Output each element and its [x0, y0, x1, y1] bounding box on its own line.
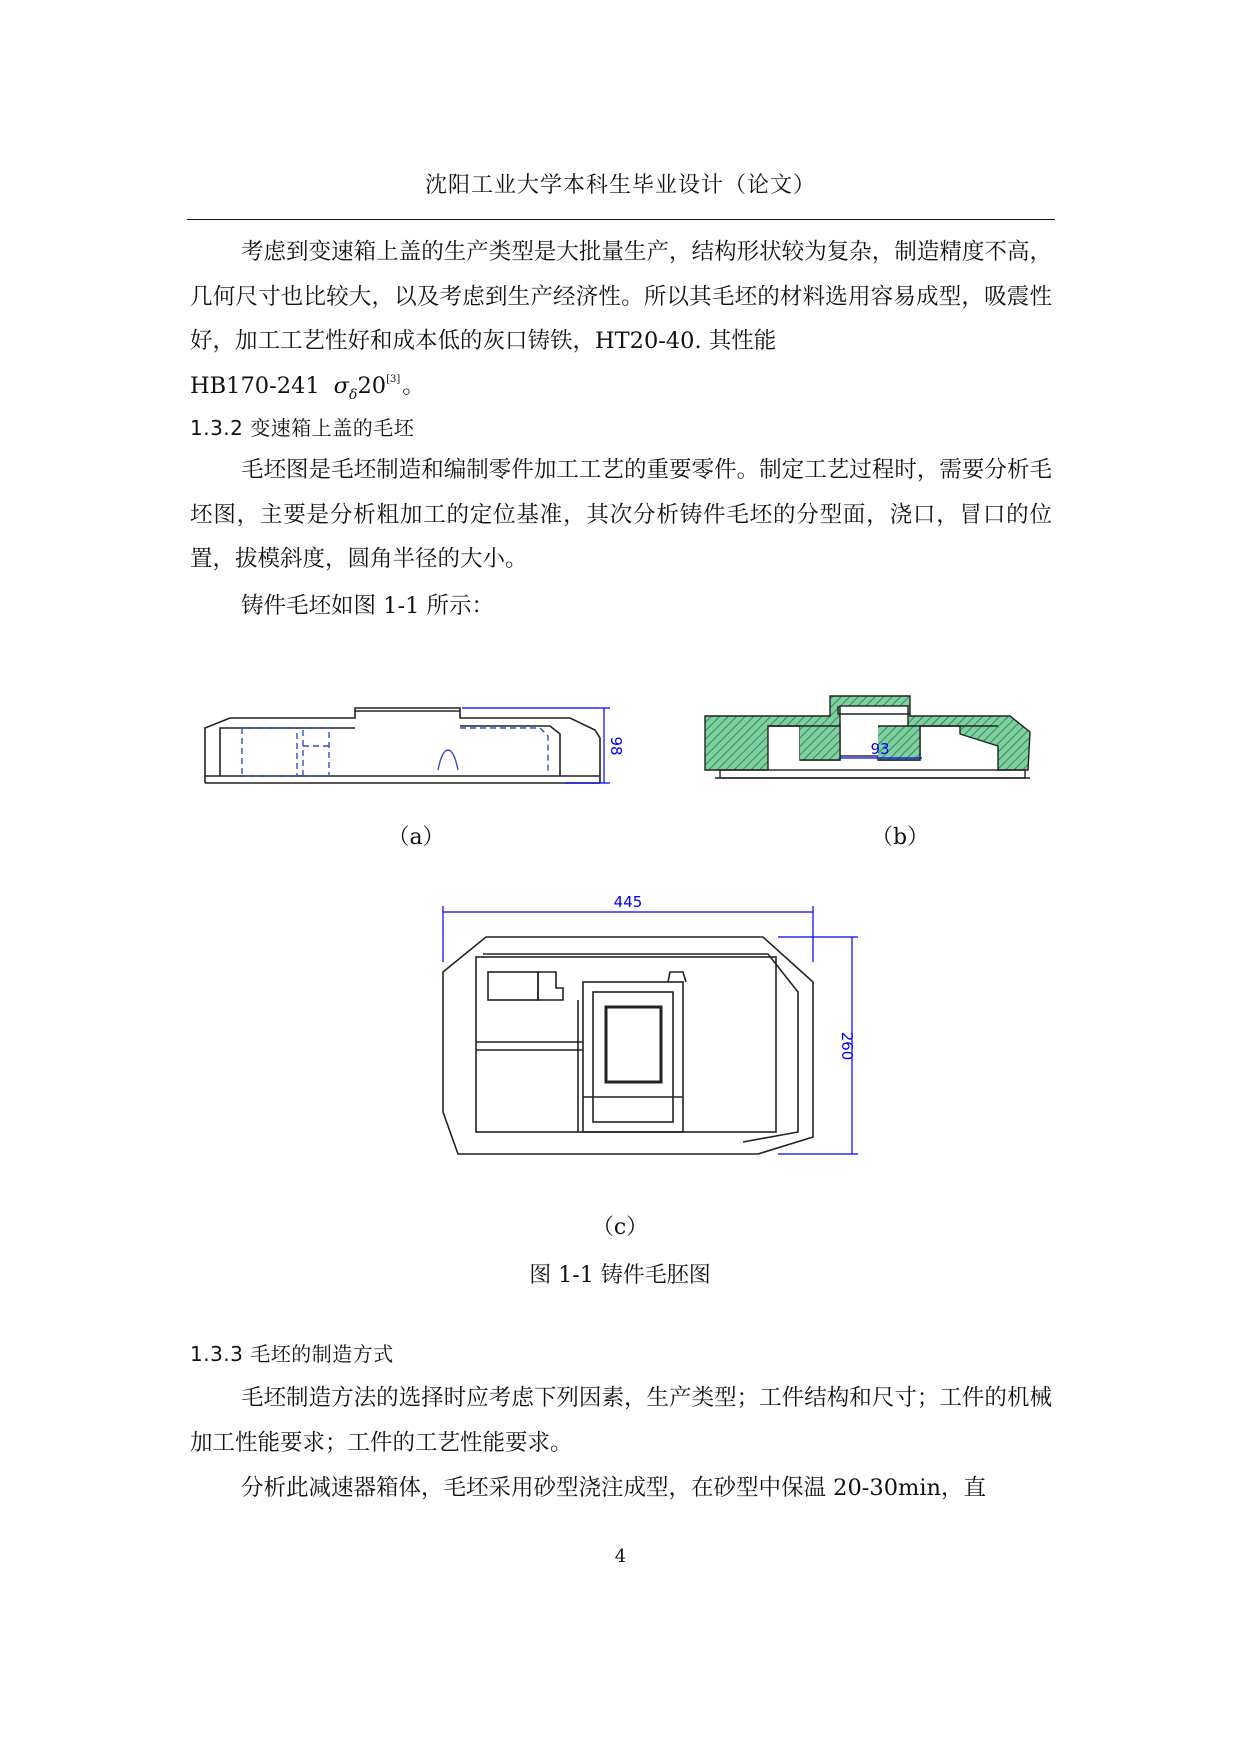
- paragraph-figure-intro: [190, 584, 1052, 629]
- dimension-a-height: 98: [607, 736, 625, 756]
- paragraph-blank-drawing: [190, 448, 1052, 582]
- figure-a-side-view: [200, 698, 625, 798]
- section-heading-1-3-2: 1.3.2 变速箱上盖的毛坯: [190, 416, 415, 440]
- material-properties-line: [190, 364, 425, 414]
- section-heading-1-3-3: 1.3.3 毛坯的制造方式: [190, 1342, 394, 1366]
- caption-a: （a）: [387, 825, 445, 850]
- sigma-symbol: σ: [333, 373, 350, 399]
- hardness-value: HB170-241: [190, 373, 320, 399]
- paragraph-blank-drawing-text: 毛坯图是毛坯制造和编制零件加工工艺的重要零件。制定工艺过程时，需要分析毛坯图，主要是分析粗加工的定位基准，其次分析铸件毛坯的分型面，浇口，冒口的位置，拔模斜度，圆角半径的大小。: [190, 457, 1052, 573]
- header-rule: [187, 219, 1055, 220]
- dimension-c-height: 260: [838, 1031, 856, 1061]
- caption-b: （b）: [870, 825, 930, 850]
- figure-caption: 图 1-1 铸件毛胚图: [529, 1263, 711, 1288]
- dimension-c-width: 445: [613, 893, 643, 911]
- citation-ref: [3]: [386, 374, 401, 385]
- sigma-subscript: δ: [349, 387, 358, 403]
- paragraph-casting-method: [190, 1466, 1052, 1511]
- dimension-b-width: 93: [870, 740, 890, 758]
- paragraph-material: [190, 230, 1052, 364]
- sentence-end: 。: [402, 373, 425, 399]
- running-header: 沈阳工业大学本科生毕业设计（论文）: [424, 173, 816, 198]
- figure-b-section-view: [690, 686, 1090, 796]
- caption-c: （c）: [591, 1215, 649, 1240]
- paragraph-material-text: 考虑到变速箱上盖的生产类型是大批量生产，结构形状较为复杂，制造精度不高，几何尺寸也比较大，以及考虑到生产经济性。所以其毛坯的材料选用容易成型，吸震性好，加工工艺性好和成本低的灰口铸铁，HT20-40. 其性能: [190, 239, 1052, 355]
- strength-value: 20: [357, 373, 387, 399]
- paragraph-casting-method-text: 分析此减速器箱体，毛坯采用砂型浇注成型，在砂型中保温 20-30min，直: [241, 1475, 987, 1501]
- paragraph-manufacturing-factors: [190, 1376, 1052, 1465]
- page-number: 4: [614, 1546, 627, 1567]
- paragraph-manufacturing-factors-text: 毛坯制造方法的选择时应考虑下列因素，生产类型；工件结构和尺寸；工件的机械加工性能要求；工件的工艺性能要求。: [190, 1385, 1052, 1456]
- figure-c-top-view: [438, 892, 858, 1172]
- paragraph-figure-intro-text: 铸件毛坯如图 1-1 所示：: [241, 593, 495, 619]
